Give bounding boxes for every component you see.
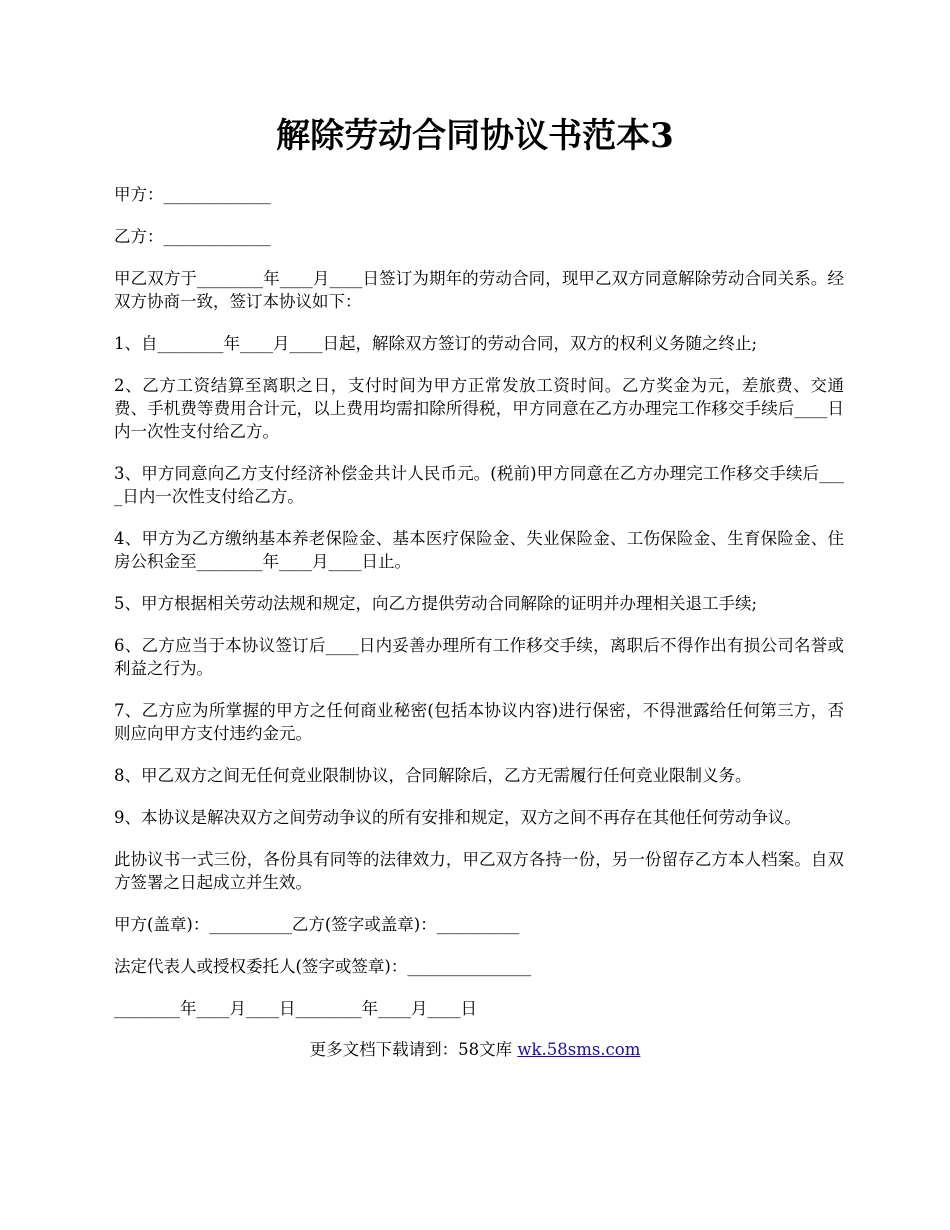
clause-3: 3、甲方同意向乙方支付经济补偿金共计人民币元。(税前)甲方同意在乙方办理完工作移交手续后____日内一次性支付给乙方。 xyxy=(114,464,844,506)
clause-6: 6、乙方应当于本协议签订后____日内妥善办理所有工作移交手续，离职后不得作出有损公司名誉或利益之行为。 xyxy=(114,636,844,678)
clause-4: 4、甲方为乙方缴纳基本养老保险金、基本医疗保险金、失业保险金、工伤保险金、生育保险金、住房公积金至________年____月____日止。 xyxy=(114,529,844,571)
clause-2: 2、乙方工资结算至离职之日，支付时间为甲方正常发放工资时间。乙方奖金为元，差旅费、交通费、手机费等费用合计元，以上费用均需扣除所得税，甲方同意在乙方办理完工作移交手续后____日内一次性支付给乙方。 xyxy=(114,376,844,441)
footer xyxy=(0,1038,950,1062)
clause-5: 5、甲方根据相关劳动法规和规定，向乙方提供劳动合同解除的证明并办理相关退工手续; xyxy=(114,594,758,613)
footer-text: 更多文档下载请到：58文库 xyxy=(309,1040,518,1059)
clause-9: 9、本协议是解决双方之间劳动争议的所有安排和规定，双方之间不再存在其他任何劳动争议。 xyxy=(114,808,801,827)
closing-paragraph: 此协议书一式三份，各份具有同等的法律效力，甲乙双方各持一份，另一份留存乙方本人档案。自双方签署之日起成立并生效。 xyxy=(114,850,844,892)
signature-line: 甲方(盖章)：__________乙方(签字或盖章)：__________ xyxy=(114,915,520,934)
document-body xyxy=(114,183,844,1039)
representative-signature-line: 法定代表人或授权委托人(签字或签章)：_______________ xyxy=(114,957,532,976)
document-title: 解除劳动合同协议书范本3 xyxy=(276,116,674,156)
clause-8: 8、甲乙双方之间无任何竞业限制协议，合同解除后，乙方无需履行任何竞业限制义务。 xyxy=(114,766,752,785)
clause-7: 7、乙方应为所掌握的甲方之任何商业秘密(包括本协议内容)进行保密，不得泄露给任何第三方，否则应向甲方支付违约金元。 xyxy=(114,701,844,743)
intro-paragraph: 甲乙双方于________年____月____日签订为期年的劳动合同，现甲乙双方同意解除劳动合同关系。经双方协商一致，签订本协议如下： xyxy=(114,269,844,311)
clause-1: 1、自________年____月____日起，解除双方签订的劳动合同，双方的权利义务随之终止; xyxy=(114,334,758,353)
party-b-line: 乙方：_____________ xyxy=(114,227,271,246)
party-a-line: 甲方：_____________ xyxy=(114,185,271,204)
date-line: ________年____月____日________年____月____日 xyxy=(114,999,477,1018)
footer-link[interactable]: wk.58sms.com xyxy=(517,1040,641,1059)
